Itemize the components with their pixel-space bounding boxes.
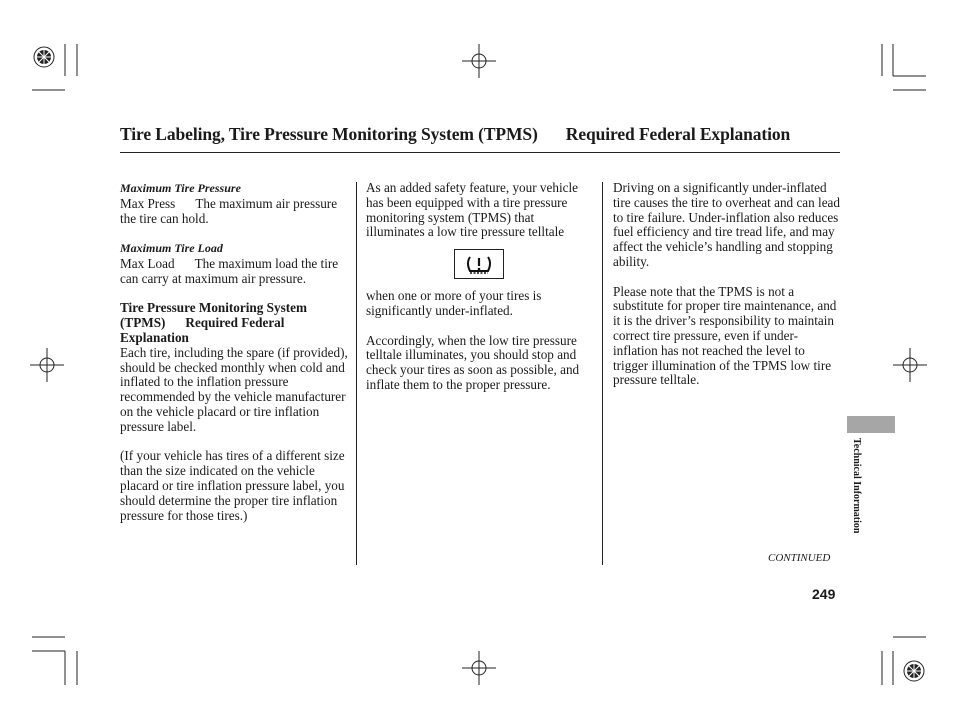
title-rule [120, 152, 840, 153]
text-max-load: The maximum load the tire can carry at maximum air pressure. [120, 255, 339, 286]
paragraph-accordingly: Accordingly, when the low tire pressure telltale illuminates, you should stop and check your tires as soon as possible, and inflate them to the proper pressure. [366, 332, 580, 392]
text-max-press: The maximum air pressure the tire can hold. [120, 195, 338, 226]
heading-tpms-line3: Explanation [120, 329, 189, 345]
column-1 [120, 181, 348, 523]
section-label-text: Technical Information [851, 438, 862, 534]
section-label [848, 438, 864, 562]
page-title [120, 124, 840, 145]
paragraph-max-load [120, 257, 348, 287]
section-tab [847, 416, 895, 433]
low-tire-pressure-icon [454, 249, 504, 279]
column-3 [613, 181, 841, 388]
continued-label: CONTINUED [768, 552, 831, 564]
heading-tpms-line1: Tire Pressure Monitoring System [120, 300, 307, 316]
subheading-max-tire-pressure: Maximum Tire Pressure [120, 181, 241, 195]
page-title-right: Required Federal Explanation [565, 124, 791, 144]
paragraph-different-size: (If your vehicle has tires of a different size than the size indicated on the vehicle placard or tire inflation pressure label, you should determine the proper tire inflation pressure for those tires.) [120, 448, 345, 523]
paragraph-under-inflated: when one or more of your tires is significantly under-inflated. [366, 288, 542, 318]
paragraph-check-monthly: Each tire, including the spare (if provided), should be checked monthly when cold and inflated to the inflation pressure recommended by the vehicle manufacturer on the vehicle placard or tire inflation pressure label. [120, 344, 348, 434]
heading-tpms-line2a: (TPMS) [120, 315, 166, 331]
paragraph-driving-under-inflated: Driving on a significantly under-inflated tire causes the tire to overheat and can lead to tire failure. Under-inflation also reduces fuel efficiency and tire tread life, and may affect the vehicle’s handling and stopping ability. [613, 180, 841, 269]
column-divider-2 [602, 182, 603, 565]
page-title-left: Tire Labeling, Tire Pressure Monitoring System (TPMS) [120, 124, 538, 144]
page-number: 249 [812, 586, 836, 602]
column-divider-1 [356, 182, 357, 565]
column-2 [366, 181, 594, 393]
paragraph-tpms-not-substitute: Please note that the TPMS is not a substitute for proper tire maintenance, and it is the driver’s responsibility to maintain correct tire pressure, even if under-inflation has not reached the level to trigger illumination of the TPMS low tire pressure telltale. [613, 283, 837, 388]
term-max-press: Max Press [120, 195, 176, 211]
heading-tpms [120, 301, 348, 345]
subheading-max-tire-load: Maximum Tire Load [120, 241, 223, 256]
paragraph-safety-feature: As an added safety feature, your vehicle has been equipped with a tire pressure monitoring system (TPMS) that illuminates a low tire pressure telltale [366, 180, 579, 240]
paragraph-max-press [120, 197, 348, 227]
term-max-load: Max Load [120, 255, 175, 271]
heading-tpms-line2b: Required Federal [185, 315, 285, 331]
